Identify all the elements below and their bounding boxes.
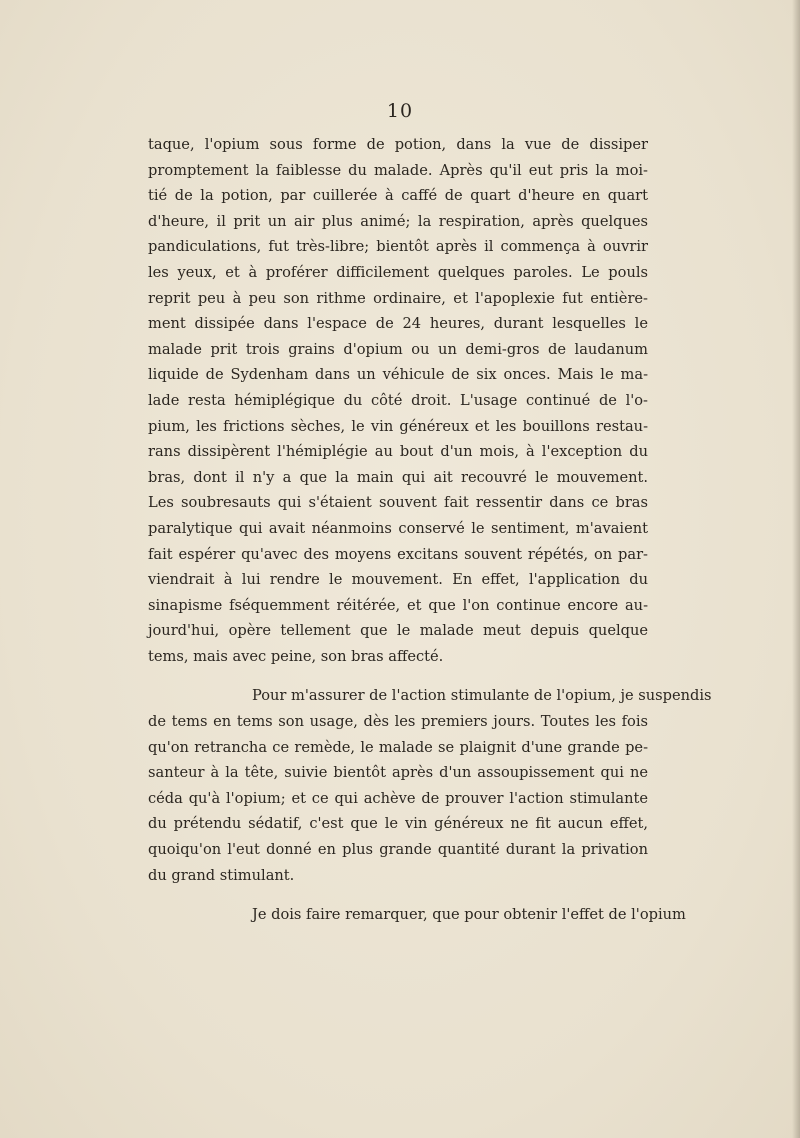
text-line: bras, dont il n'y a que la main qui ait recouvré le mouvement. [148, 468, 648, 486]
page-text-body [148, 132, 712, 928]
text-line: rans dissipèrent l'hémiplégie au bout d'un mois, à l'exception du [148, 443, 648, 461]
text-line: céda qu'à l'opium; et ce qui achève de prouver l'action stimulante [148, 789, 648, 807]
paragraph-3 [148, 902, 686, 928]
text-line: jourd'hui, opère tellement que le malade meut depuis quelque [148, 622, 648, 640]
paragraph-1 [148, 132, 648, 669]
text-line: les yeux, et à proférer difficilement quelques paroles. Le pouls [148, 263, 648, 281]
text-line: promptement la faiblesse du malade. Après qu'il eut pris la moi- [148, 161, 648, 179]
text-line: Je dois faire remarquer, que pour obtenir l'effet de l'opium [252, 906, 686, 924]
page-number: 10 [386, 100, 414, 122]
paragraph-gap [148, 888, 648, 902]
text-line: pium, les frictions sèches, le vin généreux et les bouillons restau- [148, 417, 648, 435]
text-line: ment dissipée dans l'espace de 24 heures, durant lesquelles le [148, 315, 648, 333]
text-line: Les soubresauts qui s'étaient souvent fait ressentir dans ce bras [148, 494, 648, 512]
text-line: paralytique qui avait néanmoins conservé le sentiment, m'avaient [148, 519, 648, 537]
text-line: liquide de Sydenham dans un véhicule de six onces. Mais le ma- [148, 366, 648, 384]
paragraph-2 [148, 683, 712, 888]
text-line: tié de la potion, par cuillerée à caffé de quart d'heure en quart [148, 187, 648, 205]
text-line: tems, mais avec peine, son bras affecté. [148, 647, 444, 665]
text-line: fait espérer qu'avec des moyens excitans souvent répétés, on par- [148, 545, 648, 563]
text-line: taque, l'opium sous forme de potion, dans la vue de dissiper [148, 136, 648, 153]
text-line: santeur à la tête, suivie bientôt après d'un assoupissement qui ne [148, 764, 648, 782]
text-line: du prétendu sédatif, c'est que le vin généreux ne fit aucun effet, [148, 815, 648, 833]
page-edge-shadow [792, 0, 800, 1138]
text-line: pandiculations, fut très-libre; bientôt après il commença à ouvrir [148, 238, 648, 256]
text-line: d'heure, il prit un air plus animé; la respiration, après quelques [148, 212, 648, 230]
text-line: lade resta hémiplégique du côté droit. L'usage continué de l'o- [148, 391, 648, 409]
text-line: du grand stimulant. [148, 866, 295, 884]
text-line: quoiqu'on l'eut donné en plus grande quantité durant la privation [148, 841, 648, 859]
text-line: malade prit trois grains d'opium ou un demi-gros de laudanum [148, 340, 648, 358]
paragraph-gap [148, 669, 648, 683]
text-line: Pour m'assurer de l'action stimulante de l'opium, je suspendis [252, 687, 712, 705]
text-line: viendrait à lui rendre le mouvement. En effet, l'application du [148, 571, 648, 589]
text-line: de tems en tems son usage, dès les premiers jours. Toutes les fois [148, 713, 648, 731]
text-line: sinapisme fséquemment réitérée, et que l'on continue encore au- [148, 596, 648, 614]
text-line: qu'on retrancha ce remède, le malade se plaignit d'une grande pe- [148, 738, 648, 756]
text-line: reprit peu à peu son rithme ordinaire, et l'apoplexie fut entière- [148, 289, 648, 307]
